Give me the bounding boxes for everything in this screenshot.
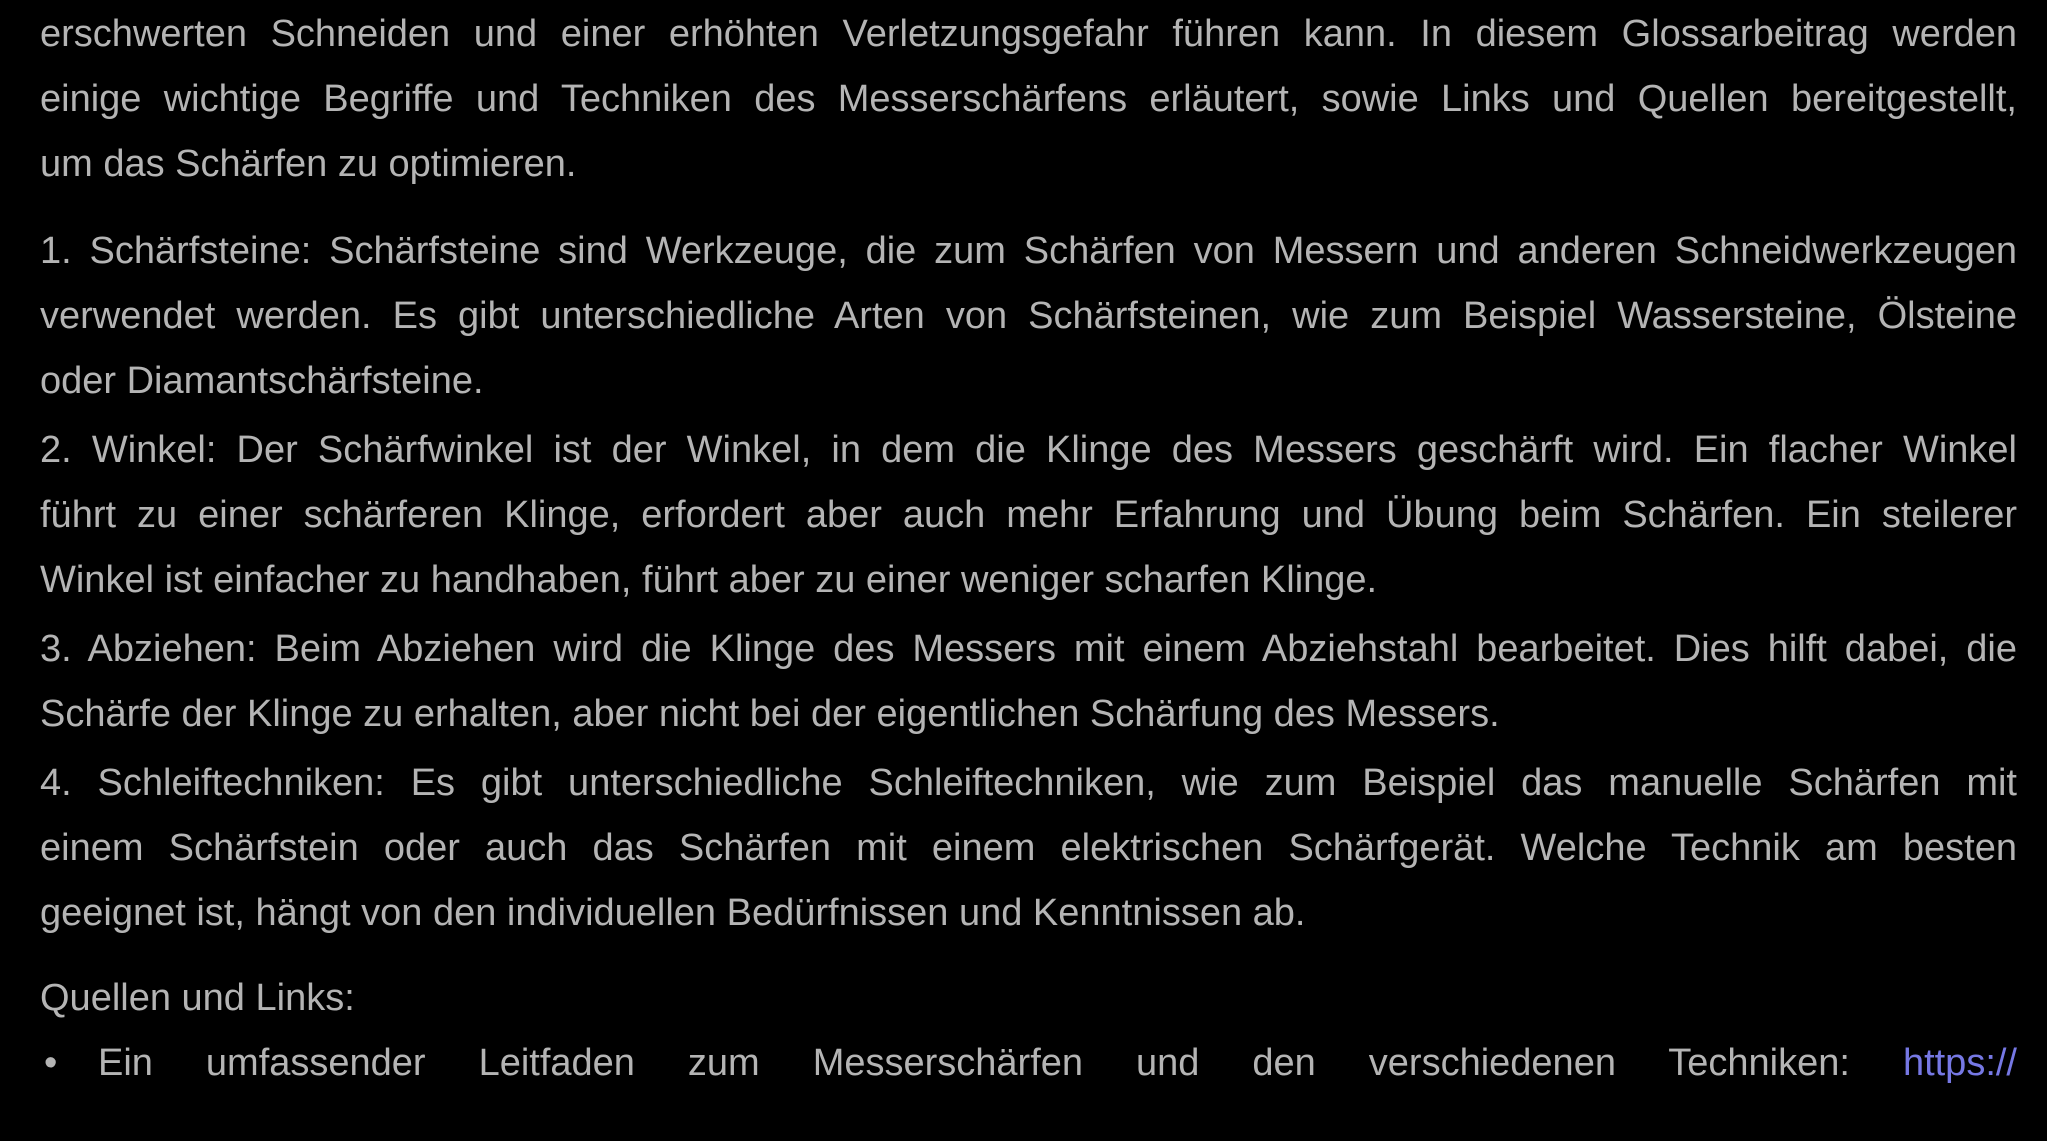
glossary-list xyxy=(40,219,2017,946)
source-list-item xyxy=(40,1031,2017,1096)
text-line: Winkel ist einfacher zu handhaben, führt aber zu einer weniger scharfen Klinge. xyxy=(40,559,1378,601)
sources-section xyxy=(40,966,2017,1031)
text-line: oder Diamantschärfsteine. xyxy=(40,360,484,402)
text-line: 1. Schärfsteine: Schärfsteine sind Werkzeuge, die zum Schärfen von Messern und anderen Schneidwerkzeugen xyxy=(40,230,2017,272)
text-line: erschwerten Schneiden und einer erhöhten Verletzungsgefahr führen kann. In diesem Glossarbeitrag werden xyxy=(40,13,2017,55)
glossary-item-schaerfsteine xyxy=(40,219,2017,414)
text-line: 2. Winkel: Der Schärfwinkel ist der Winkel, in dem die Klinge des Messers geschärft wird. Ein flacher Winkel xyxy=(40,429,2017,471)
text-line: geeignet ist, hängt von den individuellen Bedürfnissen und Kenntnissen ab. xyxy=(40,892,1306,934)
text-line: um das Schärfen zu optimieren. xyxy=(40,143,577,185)
source-line xyxy=(98,1031,2017,1096)
glossary-item-abziehen xyxy=(40,617,2017,747)
text-line: Schärfe der Klinge zu erhalten, aber nicht bei der eigentlichen Schärfung des Messers. xyxy=(40,693,1500,735)
text-line: verwendet werden. Es gibt unterschiedliche Arten von Schärfsteinen, wie zum Beispiel Wassersteine, Ölsteine xyxy=(40,295,2017,337)
text-line: einige wichtige Begriffe und Techniken des Messerschärfens erläutert, sowie Links und Quellen bereitgestellt, xyxy=(40,78,2017,120)
sources-heading: Quellen und Links: xyxy=(40,977,355,1019)
source-text: Ein umfassender Leitfaden zum Messerschärfen und den verschiedenen Techniken: xyxy=(98,1042,1850,1084)
source-link[interactable]: https:// xyxy=(1902,1042,2017,1084)
bullet-icon: • xyxy=(44,1042,58,1084)
glossary-item-schleiftechniken xyxy=(40,751,2017,946)
text-line: einem Schärfstein oder auch das Schärfen mit einem elektrischen Schärfgerät. Welche Technik am besten xyxy=(40,827,2017,869)
text-line: führt zu einer schärferen Klinge, erfordert aber auch mehr Erfahrung und Übung beim Schärfen. Ein steilerer xyxy=(40,494,2017,536)
glossary-item-winkel xyxy=(40,418,2017,613)
text-line: 4. Schleiftechniken: Es gibt unterschiedliche Schleiftechniken, wie zum Beispiel das manuelle Schärfen mit xyxy=(40,762,2017,804)
paragraph-intro xyxy=(40,2,2017,197)
text-line: 3. Abziehen: Beim Abziehen wird die Klinge des Messers mit einem Abziehstahl bearbeitet. Dies hilft dabei, die xyxy=(40,628,2017,670)
